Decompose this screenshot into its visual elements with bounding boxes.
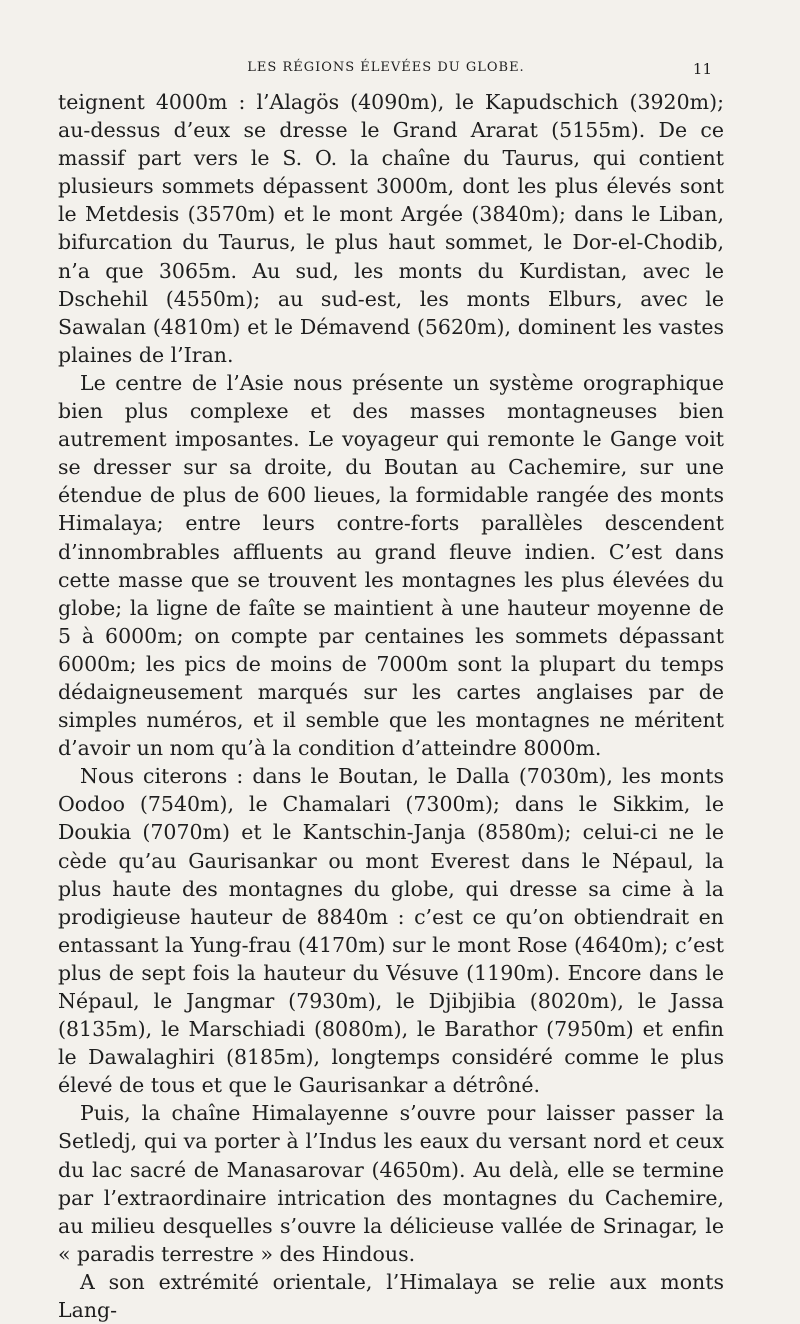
paragraph: Puis, la chaîne Himalayenne s’ouvre pour laisser passer la Setledj, qui va porter à l’Indus les eaux du versant nord et ceux du lac sacré de Manasarovar (4650m). Au delà, elle se termine par l’extraordinaire intrication des montagnes du Cachemire, au milieu desquelles s’ouvre la délicieuse vallée de Srinagar, le « paradis terrestre » des Hindous. [58, 1101, 724, 1266]
page-number: 11 [692, 60, 712, 78]
body-text [58, 88, 724, 1324]
paragraph: A son extrémité orientale, l’Himalaya se relie aux monts Lang- [58, 1269, 724, 1323]
running-head [60, 60, 712, 82]
paragraph: Nous citerons : dans le Boutan, le Dalla (7030m), les monts Oodoo (7540m), le Chamalari (7300m); dans le Sikkim, le Doukia (7070m) et le Kantschin-Janja (8580m); celui-ci ne le cède qu’au Gaurisankar ou mont Everest dans le Népaul, la plus haute des montagnes du globe, qui dresse sa cime à la prodigieuse hauteur de 8840m : c’est ce qu’on obtiendrait en entassant la Yung-frau (4170m) sur le mont Rose (4640m); c’est plus de sept fois la hauteur du Vésuve (1190m). Encore dans le Népaul, le Jangmar (7930m), le Djibjibia (8020m), le Jassa (8135m), le Marschiadi (8080m), le Barathor (7950m) et enfin le Dawalaghiri (8185m), longtemps considéré comme le plus élevé de tous et que le Gaurisankar a détrôné. [58, 764, 724, 1098]
running-head-title: LES RÉGIONS ÉLEVÉES DU GLOBE. [247, 60, 525, 75]
paragraph: Le centre de l’Asie nous présente un système orographique bien plus complexe et des masses montagneuses bien autrement imposantes. Le voyageur qui remonte le Gange voit se dresser sur sa droite, du Boutan au Cachemire, sur une étendue de plus de 600 lieues, la formidable rangée des monts Himalaya; entre leurs contre-forts parallèles descendent d’innombrables affluents au grand fleuve indien. C’est dans cette masse que se trouvent les montagnes les plus élevées du globe; la ligne de faîte se maintient à une hauteur moyenne de 5 à 6000m; on compte par centaines les sommets dépassant 6000m; les pics de moins de 7000m sont la plupart du temps dédaigneusement marqués sur les cartes anglaises par de simples numéros, et il semble que les montagnes ne méritent d’avoir un nom qu’à la condition d’atteindre 8000m. [58, 370, 724, 761]
paragraph-continued: teignent 4000m : l’Alagös (4090m), le Kapudschich (3920m); au-dessus d’eux se dresse le Grand Ararat (5155m). De ce massif part vers le S. O. la chaîne du Taurus, qui contient plusieurs sommets dépassent 3000m, dont les plus élevés sont le Metdesis (3570m) et le mont Argée (3840m); dans le Liban, bifurcation du Taurus, le plus haut sommet, le Dor-el-Chodib, n’a que 3065m. Au sud, les monts du Kurdistan, avec le Dschehil (4550m); au sud-est, les monts Elburs, avec le Sawalan (4810m) et le Démavend (5620m), dominent les vastes plaines de l’Iran. [58, 90, 724, 367]
